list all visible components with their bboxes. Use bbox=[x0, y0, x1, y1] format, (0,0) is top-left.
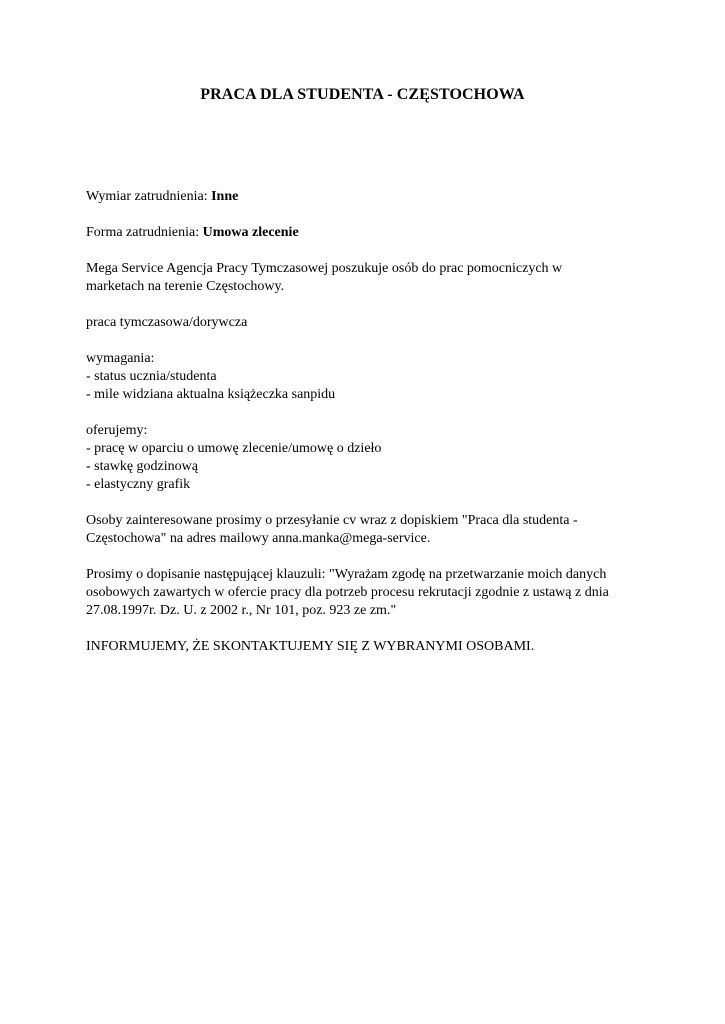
employment-form-label: Forma zatrudnienia: bbox=[86, 225, 203, 240]
offer-item: - stawkę godzinową bbox=[86, 459, 198, 474]
document-body bbox=[86, 188, 646, 674]
offer-item: - elastyczny grafik bbox=[86, 477, 191, 492]
job-type-text: praca tymczasowa/dorywcza bbox=[86, 315, 248, 330]
offer-item: - pracę w oparciu o umowę zlecenie/umowę o dzieło bbox=[86, 441, 382, 456]
job-type bbox=[86, 314, 646, 332]
employment-dimension-label: Wymiar zatrudnienia: bbox=[86, 189, 212, 204]
intro-paragraph bbox=[86, 260, 646, 296]
offer-section bbox=[86, 422, 646, 494]
clause-line: Prosimy o dopisanie następującej klauzuli: "Wyrażam zgodę na przetwarzanie moich danych bbox=[86, 567, 607, 582]
clause-paragraph bbox=[86, 566, 646, 620]
requirement-item: - mile widziana aktualna książeczka sanpidu bbox=[86, 387, 336, 402]
intro-line: marketach na terenie Częstochowy. bbox=[86, 279, 285, 294]
employment-form-value: Umowa zlecenie bbox=[202, 225, 299, 240]
offer-heading: oferujemy: bbox=[86, 423, 148, 438]
requirements-section bbox=[86, 350, 646, 404]
clause-line: 27.08.1997r. Dz. U. z 2002 r., Nr 101, poz. 923 ze zm." bbox=[86, 603, 397, 618]
application-line: Osoby zainteresowane prosimy o przesyłanie cv wraz z dopiskiem "Praca dla studenta - bbox=[86, 513, 578, 528]
employment-form bbox=[86, 224, 646, 242]
application-paragraph bbox=[86, 512, 646, 548]
application-line: Częstochowa" na adres mailowy anna.manka@mega-service. bbox=[86, 531, 431, 546]
requirements-heading: wymagania: bbox=[86, 351, 155, 366]
intro-line: Mega Service Agencja Pracy Tymczasowej poszukuje osób do prac pomocniczych w bbox=[86, 261, 563, 276]
document-title: PRACA DLA STUDENTA - CZĘSTOCHOWA bbox=[200, 86, 525, 103]
closing-notice bbox=[86, 638, 646, 656]
employment-dimension bbox=[86, 188, 646, 206]
clause-line: osobowych zawartych w ofercie pracy dla potrzeb procesu rekrutacji zgodnie z ustawą z dnia bbox=[86, 585, 609, 600]
requirement-item: - status ucznia/studenta bbox=[86, 369, 217, 384]
closing-text: INFORMUJEMY, ŻE SKONTAKTUJEMY SIĘ Z WYBRANYMI OSOBAMI. bbox=[86, 639, 535, 654]
employment-dimension-value: Inne bbox=[211, 189, 239, 204]
